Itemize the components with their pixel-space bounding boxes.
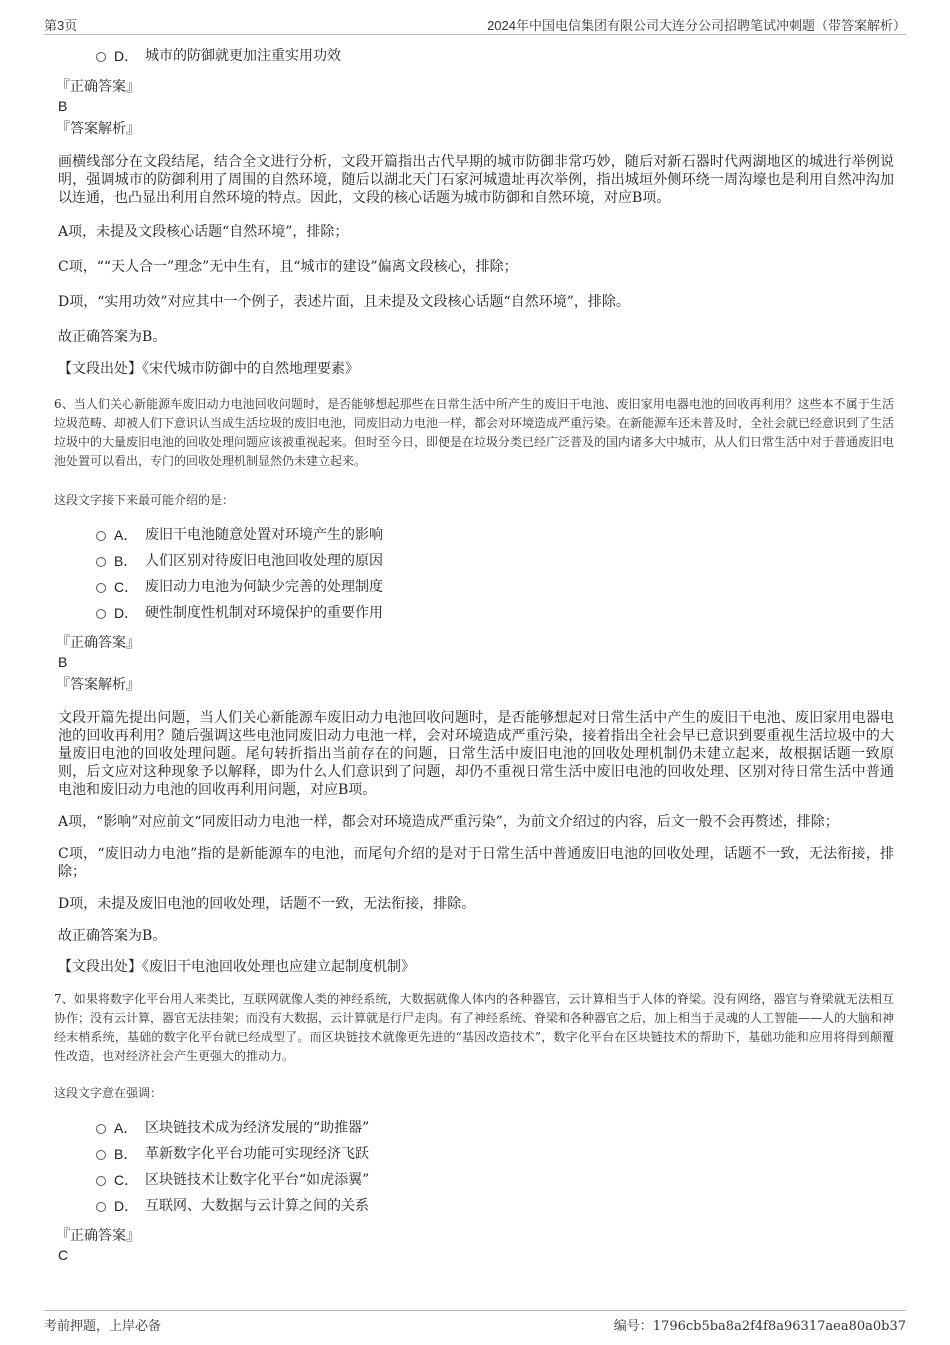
document-title: 2024年中国电信集团有限公司大连分公司招聘笔试冲刺题（带答案解析）: [487, 18, 906, 33]
radio-icon[interactable]: [96, 583, 106, 593]
radio-icon[interactable]: [96, 531, 106, 541]
correct-answer-value: B: [58, 654, 68, 670]
analysis-paragraph: A项，“影响”对应前文“同废旧动力电池一样，都会对环境造成严重污染”，为前文介绍过的内容，后文一般不会再赘述，排除；: [58, 814, 839, 830]
source-label: 【文段出处】: [58, 959, 142, 975]
analysis-paragraph: D项，“实用功效”对应其中一个例子，表述片面，且未提及文段核心话题“自然环境”，排除。: [58, 294, 630, 310]
correct-answer-label: 『正确答案』: [56, 635, 140, 651]
radio-icon[interactable]: [96, 557, 106, 567]
analysis-paragraph: 画横线部分在文段结尾，结合全文进行分析，文段开篇指出古代早期的城市防御非常巧妙，随后对新石器时代两湖地区的城进行举例说明，强调城市的防御利用了周围的自然环境，随后以湖北天门石家河城遗址再次举例，指出城垣外侧环绕一周沟壕也是利用自然冲沟加以连通，也凸显出利用自然环境的特点。因此，文段的核心话题为城市防御和自然环境，对应B项。: [58, 154, 894, 206]
option-b[interactable]: B． 人们区别对待废旧电池回收处理的原因: [58, 548, 894, 574]
option-d[interactable]: D． 互联网、大数据与云计算之间的关系: [58, 1193, 894, 1219]
question-prompt: 这段文字接下来最可能介绍的是：: [54, 493, 235, 507]
analysis-paragraph: C项，““天人合一”理念”无中生有，且“城市的建设”偏离文段核心，排除；: [58, 259, 518, 275]
radio-icon[interactable]: [96, 1150, 106, 1160]
correct-answer-label: 『正确答案』: [56, 1228, 140, 1244]
source-title: 《废旧干电池回收处理也应建立起制度机制》: [142, 959, 415, 975]
analysis-label: 『答案解析』: [56, 121, 140, 137]
option-a[interactable]: A． 废旧干电池随意处置对环境产生的影响: [58, 522, 894, 548]
option-b[interactable]: B． 革新数字化平台功能可实现经济飞跃: [58, 1141, 894, 1167]
radio-icon[interactable]: [96, 1124, 106, 1134]
analysis-paragraph: C项，“废旧动力电池”指的是新能源车的电池，而尾句介绍的是对于日常生活中普通废旧电池的回收处理，话题不一致，无法衔接，排除；: [58, 846, 894, 880]
question-stem: 6、当人们关心新能源车废旧动力电池回收问题时，是否能够想起那些在日常生活中所产生的废旧干电池、废旧家用电器电池的回收再利用？这些本不属于生活垃圾范畴、却被人们下意识认当成生活垃圾的废旧电池，同废旧动力电池一样，都会对环境造成严重污染。在新能源车还未普及时，全社会就已经意识到了生活垃圾中的大量废旧电池的回收处理问题应该被重视起来。但时至今日，即便是在垃圾分类已经广泛普及的国内诸多大中城市，从人们日常生活中对于普通废旧电池处置可以看出，专门的回收处理机制显然仍未建立起来。: [54, 397, 895, 468]
footer-slogan: 考前押题，上岸必备: [44, 1319, 162, 1334]
analysis-paragraph: D项，未提及废旧电池的回收处理，话题不一致，无法衔接，排除。: [58, 896, 476, 912]
analysis-paragraph: 故正确答案为B。: [58, 928, 167, 944]
question-stem: 7、如果将数字化平台用人来类比，互联网就像人类的神经系统，大数据就像人体内的各种器官，云计算相当于人体的脊梁。没有网络，器官与脊梁就无法相互协作；没有云计算，器官无法挂架；而没有大数据，云计算就是行尸走肉。有了神经系统、脊梁和各种器官之后，加上相当于灵魂的人工智能——人的大脑和神经末梢系统，基础的数字化平台就已经成型了。而区块链技术就像更先进的“基因改造技术”，数字化平台在区块链技术的帮助下，基础功能和应用将得到颠覆性改造，也对经济社会产生更强大的推动力。: [54, 992, 895, 1063]
page-content: [54, 40, 895, 1265]
source-title: 《宋代城市防御中的自然地理要素》: [142, 361, 359, 377]
correct-answer-value: C: [58, 1247, 69, 1263]
question-prompt: 这段文字意在强调：: [54, 1086, 163, 1100]
analysis-label: 『答案解析』: [56, 677, 140, 693]
analysis-paragraph: 故正确答案为B。: [58, 329, 167, 345]
page-number: 第3页: [44, 18, 78, 33]
correct-answer-value: B: [58, 98, 68, 114]
radio-icon[interactable]: [96, 1176, 106, 1186]
document-code: 编号：1796cb5ba8a2f4f8a96317aea80a0b37: [613, 1319, 906, 1334]
radio-icon[interactable]: [96, 609, 106, 619]
correct-answer-label: 『正确答案』: [56, 79, 140, 95]
analysis-paragraph: 文段开篇先提出问题，当人们关心新能源车废旧动力电池回收问题时，是否能够想起对日常生活中产生的废旧干电池、废旧家用电器电池的回收再利用？随后强调这些电池同废旧动力电池一样，会对环境造成严重污染，接着指出全社会早已意识到要重视生活垃圾中的大量废旧电池的回收处理问题。尾句转折指出当前存在的问题，日常生活中废旧电池的回收处理机制仍未建立起来，故根据话题一致原则，后文应对这种现象予以解释，即为什么人们意识到了问题，却仍不重视日常生活中废旧电池的回收处理、区别对待日常生活中普通电池和废旧动力电池的回收再利用问题，对应B项。: [58, 710, 894, 798]
option-d[interactable]: D． 硬性制度性机制对环境保护的重要作用: [58, 600, 894, 626]
option-d[interactable]: D． 城市的防御就更加注重实用功效: [58, 43, 894, 69]
source-label: 【文段出处】: [58, 361, 142, 377]
option-c[interactable]: C． 废旧动力电池为何缺少完善的处理制度: [58, 574, 894, 600]
option-a[interactable]: A． 区块链技术成为经济发展的“助推器”: [58, 1115, 894, 1141]
page-footer: [44, 1310, 906, 1337]
source-line: [58, 359, 894, 379]
analysis-paragraph: A项，未提及文段核心话题“自然环境”，排除；: [58, 224, 349, 240]
option-c[interactable]: C． 区块链技术让数字化平台“如虎添翼”: [58, 1167, 894, 1193]
radio-icon[interactable]: [96, 52, 106, 62]
page-header: [44, 12, 906, 35]
radio-icon[interactable]: [96, 1202, 106, 1212]
source-line: [58, 957, 894, 977]
